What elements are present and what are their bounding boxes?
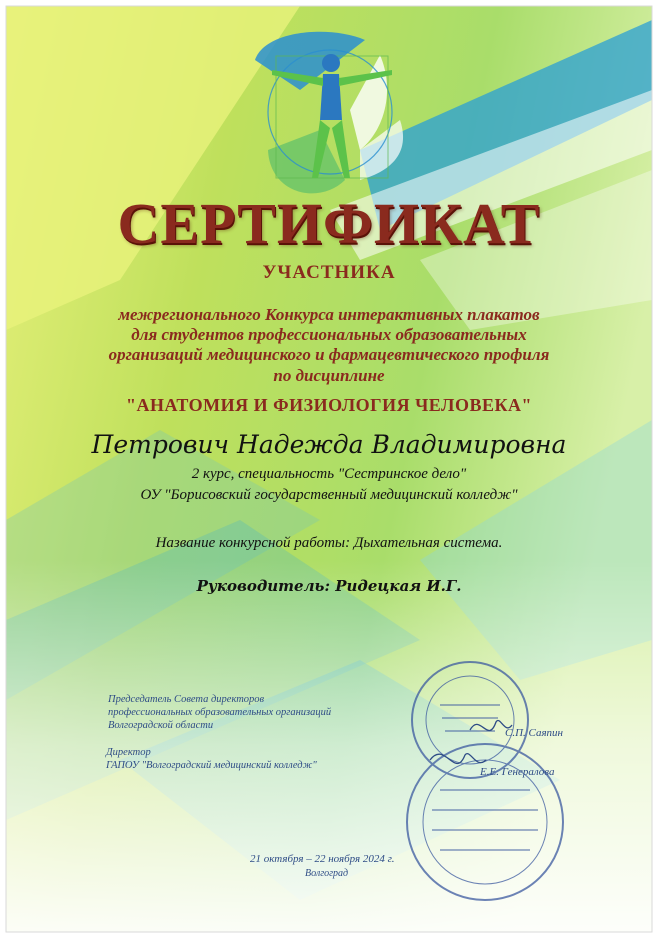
director-name: Е.Е. Генералова bbox=[480, 766, 555, 778]
work-title: Название конкурсной работы: Дыхательная система. bbox=[155, 535, 503, 551]
contest-line-1: межрегионального Конкурса интерактивных плакатов bbox=[118, 305, 540, 324]
discipline-title: "АНАТОМИЯ И ФИЗИОЛОГИЯ ЧЕЛОВЕКА" bbox=[125, 395, 533, 415]
contest-line-4: по дисциплине bbox=[273, 366, 385, 385]
participant-course: 2 курс, специальность "Сестринское дело" bbox=[191, 466, 467, 482]
event-city: Волгоград bbox=[305, 868, 349, 879]
participant-name: Петрович Надежда Владимировна bbox=[91, 430, 567, 459]
chair-line-1: Председатель Совета директоров bbox=[108, 694, 265, 705]
chair-line-2: профессиональных образовательных организаций bbox=[108, 707, 332, 718]
chair-name: С.П. Саяпин bbox=[505, 727, 564, 739]
director-position bbox=[106, 746, 317, 772]
contest-line-2: для студентов профессиональных образовательных bbox=[131, 325, 527, 344]
certificate-title: СЕРТИФИКАТ bbox=[117, 191, 541, 256]
certificate-subtitle: УЧАСТНИКА bbox=[262, 262, 396, 283]
chair-position bbox=[108, 693, 331, 732]
director-line-1: Директор bbox=[106, 747, 151, 758]
contest-line-3: организаций медицинского и фармацевтического профиля bbox=[108, 345, 550, 364]
chair-line-3: Волгоградской области bbox=[108, 720, 214, 731]
participant-college: ОУ "Борисовский государственный медицинский колледж" bbox=[140, 487, 518, 503]
event-dates: 21 октября – 22 ноября 2024 г. bbox=[250, 853, 395, 865]
director-line-2: ГАПОУ "Волгоградский медицинский колледж" bbox=[106, 760, 317, 771]
leader-name: Руководитель: Ридецкая И.Г. bbox=[196, 577, 462, 595]
